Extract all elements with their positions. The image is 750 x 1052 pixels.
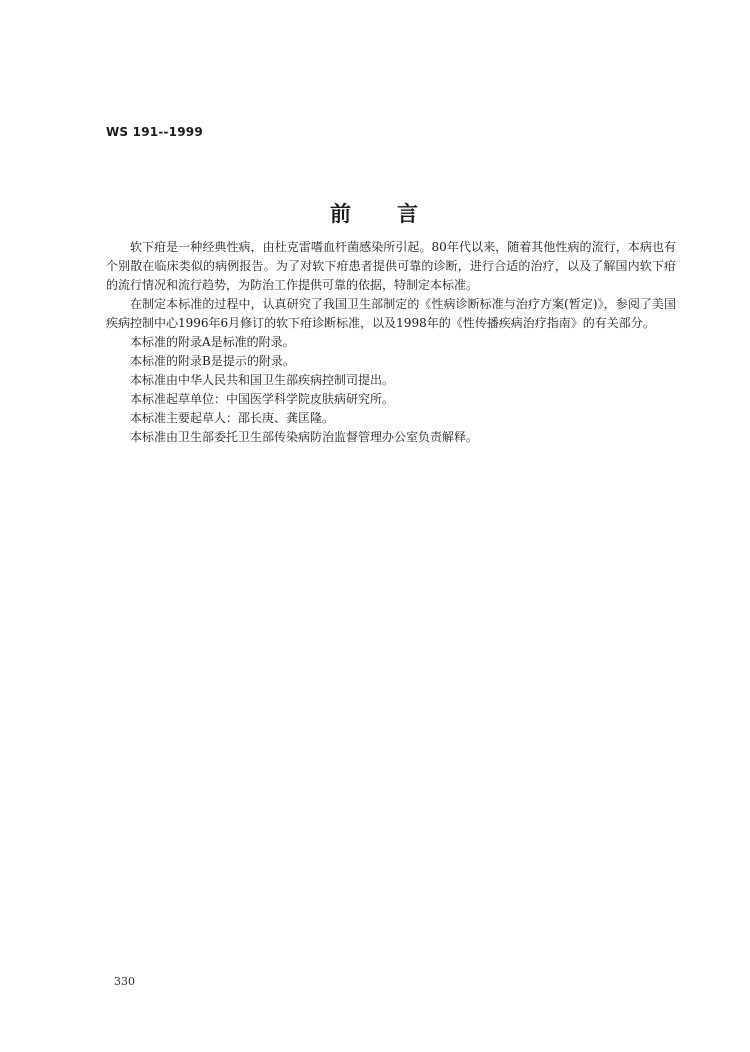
title-char-2: 言 [397,202,420,226]
page-title [0,198,750,228]
foreword-body [106,238,676,447]
paragraph: 本标准由卫生部委托卫生部传染病防治监督管理办公室负责解释。 [130,430,479,444]
paragraph: 软下疳是一种经典性病，由杜克雷嗜血杆菌感染所引起。80年代以来，随着其他性病的流行，本病也有个别散在临床类似的病例报告。为了对软下疳患者提供可靠的诊断，进行合适的治疗，以及了解国内软下疳的流行情况和流行趋势，为防治工作提供可靠的依据，特制定本标准。 [106,240,676,292]
standard-code: WS 191--1999 [106,125,203,139]
paragraph: 本标准的附录B是提示的附录。 [130,354,295,368]
page-number: 330 [114,975,135,988]
paragraph: 本标准起草单位：中国医学科学院皮肤病研究所。 [130,392,395,406]
paragraph: 在制定本标准的过程中，认真研究了我国卫生部制定的《性病诊断标准与治疗方案(暂定)》，参阅了美国疾病控制中心1996年6月修订的软下疳诊断标准，以及1998年的《性传播疾病治疗指南》的有关部分。 [106,297,676,330]
paragraph: 本标准由中华人民共和国卫生部疾病控制司提出。 [130,373,395,387]
title-char-1: 前 [330,202,353,226]
paragraph: 本标准主要起草人：邵长庚、龚匡隆。 [130,411,335,425]
paragraph: 本标准的附录A是标准的附录。 [130,335,295,349]
